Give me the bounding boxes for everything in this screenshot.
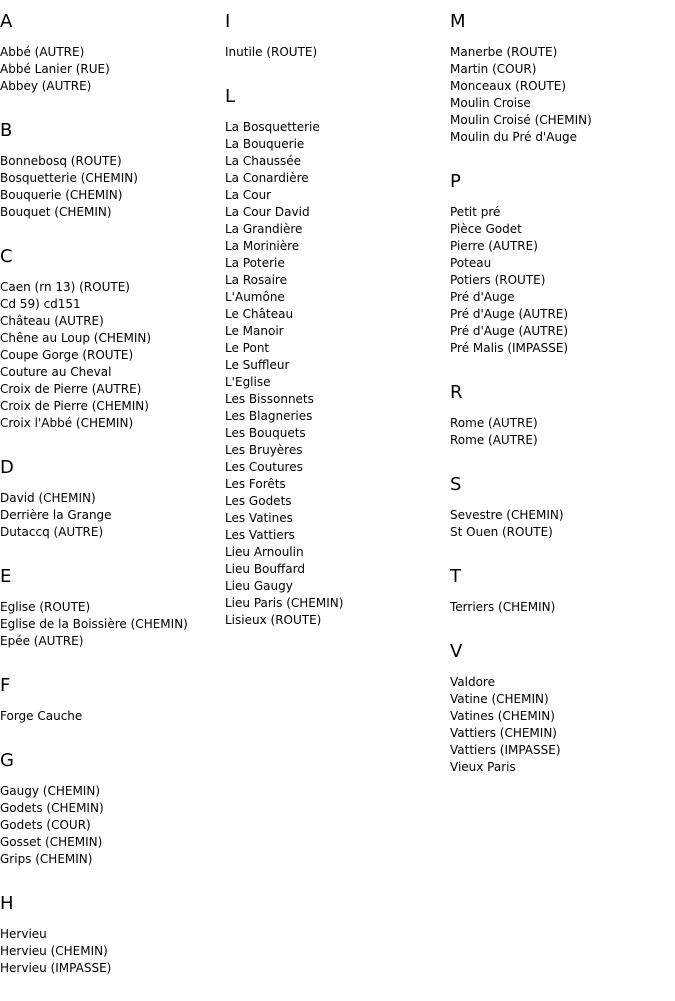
letter-group-f	[0, 674, 222, 725]
letter-group-t	[450, 565, 672, 616]
street-list-item: Abbé (AUTRE)	[0, 45, 85, 59]
street-list-item: Moulin du Pré d'Auge	[450, 130, 578, 144]
letter-group-h	[0, 892, 222, 977]
index-column-1	[0, 10, 222, 1001]
street-list-item: Pré d'Auge (AUTRE)	[450, 307, 569, 321]
street-list-item: Eglise de la Boissière (CHEMIN)	[0, 617, 188, 631]
letter-heading: E	[0, 566, 12, 587]
street-list-item: Les Bissonnets	[225, 392, 314, 406]
letter-heading: M	[450, 11, 466, 32]
street-list-item: Lisieux (ROUTE)	[225, 613, 322, 627]
letter-heading: C	[0, 246, 13, 267]
street-list-item: Cd 59) cd151	[0, 297, 81, 311]
street-list-item: Le Château	[225, 307, 294, 321]
street-list-item: Les Godets	[225, 494, 292, 508]
street-list-item: Croix de Pierre (AUTRE)	[0, 382, 142, 396]
letter-group-m	[450, 10, 672, 146]
street-list-item: Lieu Bouffard	[225, 562, 305, 576]
street-list-item: Potiers (ROUTE)	[450, 273, 546, 287]
street-list-item: Bosquetterie (CHEMIN)	[0, 171, 138, 185]
street-list-item: Godets (COUR)	[0, 818, 91, 832]
street-list-item: Gosset (CHEMIN)	[0, 835, 103, 849]
letter-group-s	[450, 473, 672, 541]
street-list-item: Pierre (AUTRE)	[450, 239, 538, 253]
street-list	[450, 599, 672, 616]
street-list-item: Vattiers (IMPASSE)	[450, 743, 561, 757]
street-list-item: Derrière la Grange	[0, 508, 112, 522]
street-list-item: Le Manoir	[225, 324, 284, 338]
street-list-item: Les Bouquets	[225, 426, 306, 440]
street-list-item: Terriers (CHEMIN)	[450, 600, 556, 614]
street-list-item: Les Vatines	[225, 511, 293, 525]
letter-heading: L	[225, 86, 236, 107]
street-list	[0, 783, 222, 868]
street-list-item: Les Blagneries	[225, 409, 313, 423]
street-list-item: Pré d'Auge (AUTRE)	[450, 324, 569, 338]
street-list	[0, 490, 222, 541]
street-list	[450, 204, 672, 357]
street-list-item: Valdore	[450, 675, 495, 689]
street-list-item: La Cour	[225, 188, 272, 202]
street-list-item: Moulin Croise	[450, 96, 531, 110]
street-list-item: La Bosquetterie	[225, 120, 320, 134]
letter-heading: R	[450, 382, 463, 403]
street-list-item: Château (AUTRE)	[0, 314, 104, 328]
street-list-item: Moulin Croisé (CHEMIN)	[450, 113, 592, 127]
street-list-item: La Conardière	[225, 171, 309, 185]
letter-heading: V	[450, 641, 463, 662]
street-list-item: Coupe Gorge (ROUTE)	[0, 348, 134, 362]
street-list-item: Martin (COUR)	[450, 62, 537, 76]
letter-group-c	[0, 245, 222, 432]
street-list-item: Sevestre (CHEMIN)	[450, 508, 564, 522]
street-list	[0, 279, 222, 432]
street-list	[450, 674, 672, 776]
street-list-item: Petit pré	[450, 205, 501, 219]
street-list-item: Rome (AUTRE)	[450, 416, 538, 430]
letter-heading: H	[0, 893, 14, 914]
letter-group-v	[450, 640, 672, 776]
street-list	[0, 599, 222, 650]
street-list-item: Gaugy (CHEMIN)	[0, 784, 101, 798]
street-list-item: Pré Malis (IMPASSE)	[450, 341, 569, 355]
letter-heading: S	[450, 474, 462, 495]
letter-group-g	[0, 749, 222, 868]
letter-group-i	[225, 10, 447, 61]
street-list-item: La Bouquerie	[225, 137, 305, 151]
street-list-item: Le Suffleur	[225, 358, 290, 372]
street-list-item: La Grandière	[225, 222, 303, 236]
street-list	[225, 119, 447, 629]
street-list-item: Croix l'Abbé (CHEMIN)	[0, 416, 134, 430]
street-list	[0, 44, 222, 95]
street-list-item: La Cour David	[225, 205, 310, 219]
street-list-item: Vatines (CHEMIN)	[450, 709, 555, 723]
index-column-3	[450, 10, 672, 800]
street-list-item: Forge Cauche	[0, 709, 83, 723]
index-column-2	[225, 10, 447, 653]
street-list-item: Abbé Lanier (RUE)	[0, 62, 110, 76]
letter-group-d	[0, 456, 222, 541]
street-list	[0, 708, 222, 725]
letter-heading: I	[225, 11, 231, 32]
street-list-item: Manerbe (ROUTE)	[450, 45, 558, 59]
letter-heading: T	[450, 566, 461, 587]
street-list-item: Bonnebosq (ROUTE)	[0, 154, 122, 168]
street-list-item: Vieux Paris	[450, 760, 516, 774]
street-list-item: Bouquet (CHEMIN)	[0, 205, 112, 219]
street-list-item: L'Eglise	[225, 375, 271, 389]
letter-group-r	[450, 381, 672, 449]
letter-heading: G	[0, 750, 14, 771]
street-list	[450, 44, 672, 146]
letter-group-p	[450, 170, 672, 357]
street-list-item: Les Forêts	[225, 477, 286, 491]
street-list-item: La Poterie	[225, 256, 285, 270]
letter-heading: P	[450, 171, 461, 192]
street-list	[0, 926, 222, 977]
letter-group-e	[0, 565, 222, 650]
street-list-item: Hervieu	[0, 927, 47, 941]
street-list-item: Hervieu (CHEMIN)	[0, 944, 108, 958]
street-list-item: Eglise (ROUTE)	[0, 600, 91, 614]
street-list-item: David (CHEMIN)	[0, 491, 96, 505]
street-list-item: Poteau	[450, 256, 492, 270]
street-list-item: La Rosaire	[225, 273, 287, 287]
street-list-item: Godets (CHEMIN)	[0, 801, 104, 815]
street-list-item: L'Aumône	[225, 290, 285, 304]
street-list-item: Lieu Gaugy	[225, 579, 293, 593]
letter-group-b	[0, 119, 222, 221]
street-list-item: Pièce Godet	[450, 222, 522, 236]
street-list-item: La Chaussée	[225, 154, 302, 168]
street-list-item: Rome (AUTRE)	[450, 433, 538, 447]
street-list-item: Lieu Paris (CHEMIN)	[225, 596, 344, 610]
street-list-item: St Ouen (ROUTE)	[450, 525, 553, 539]
letter-group-l	[225, 85, 447, 629]
street-list-item: Epée (AUTRE)	[0, 634, 84, 648]
street-list-item: Abbey (AUTRE)	[0, 79, 92, 93]
street-list-item: Caen (rn 13) (ROUTE)	[0, 280, 130, 294]
street-list-item: Les Coutures	[225, 460, 303, 474]
street-list-item: Bouquerie (CHEMIN)	[0, 188, 123, 202]
street-list	[450, 415, 672, 449]
street-list-item: Vatine (CHEMIN)	[450, 692, 549, 706]
letter-heading: B	[0, 120, 13, 141]
street-list	[0, 153, 222, 221]
street-list-item: Dutaccq (AUTRE)	[0, 525, 104, 539]
street-list-item: Hervieu (IMPASSE)	[0, 961, 112, 975]
street-list-item: Vattiers (CHEMIN)	[450, 726, 557, 740]
street-list	[225, 44, 447, 61]
street-list-item: Inutile (ROUTE)	[225, 45, 318, 59]
street-list-item: La Morinière	[225, 239, 300, 253]
street-list-item: Grips (CHEMIN)	[0, 852, 93, 866]
street-list-item: Monceaux (ROUTE)	[450, 79, 566, 93]
street-list-item: Croix de Pierre (CHEMIN)	[0, 399, 149, 413]
letter-heading: F	[0, 675, 11, 696]
street-list-item: Couture au Cheval	[0, 365, 112, 379]
street-list-item: Les Vattiers	[225, 528, 295, 542]
street-list-item: Pré d'Auge	[450, 290, 515, 304]
street-list-item: Chêne au Loup (CHEMIN)	[0, 331, 152, 345]
street-list-item: Lieu Arnoulin	[225, 545, 304, 559]
letter-heading: A	[0, 11, 13, 32]
letter-group-a	[0, 10, 222, 95]
street-list-item: Le Pont	[225, 341, 270, 355]
street-list-item: Les Bruyères	[225, 443, 303, 457]
street-list	[450, 507, 672, 541]
letter-heading: D	[0, 457, 14, 478]
